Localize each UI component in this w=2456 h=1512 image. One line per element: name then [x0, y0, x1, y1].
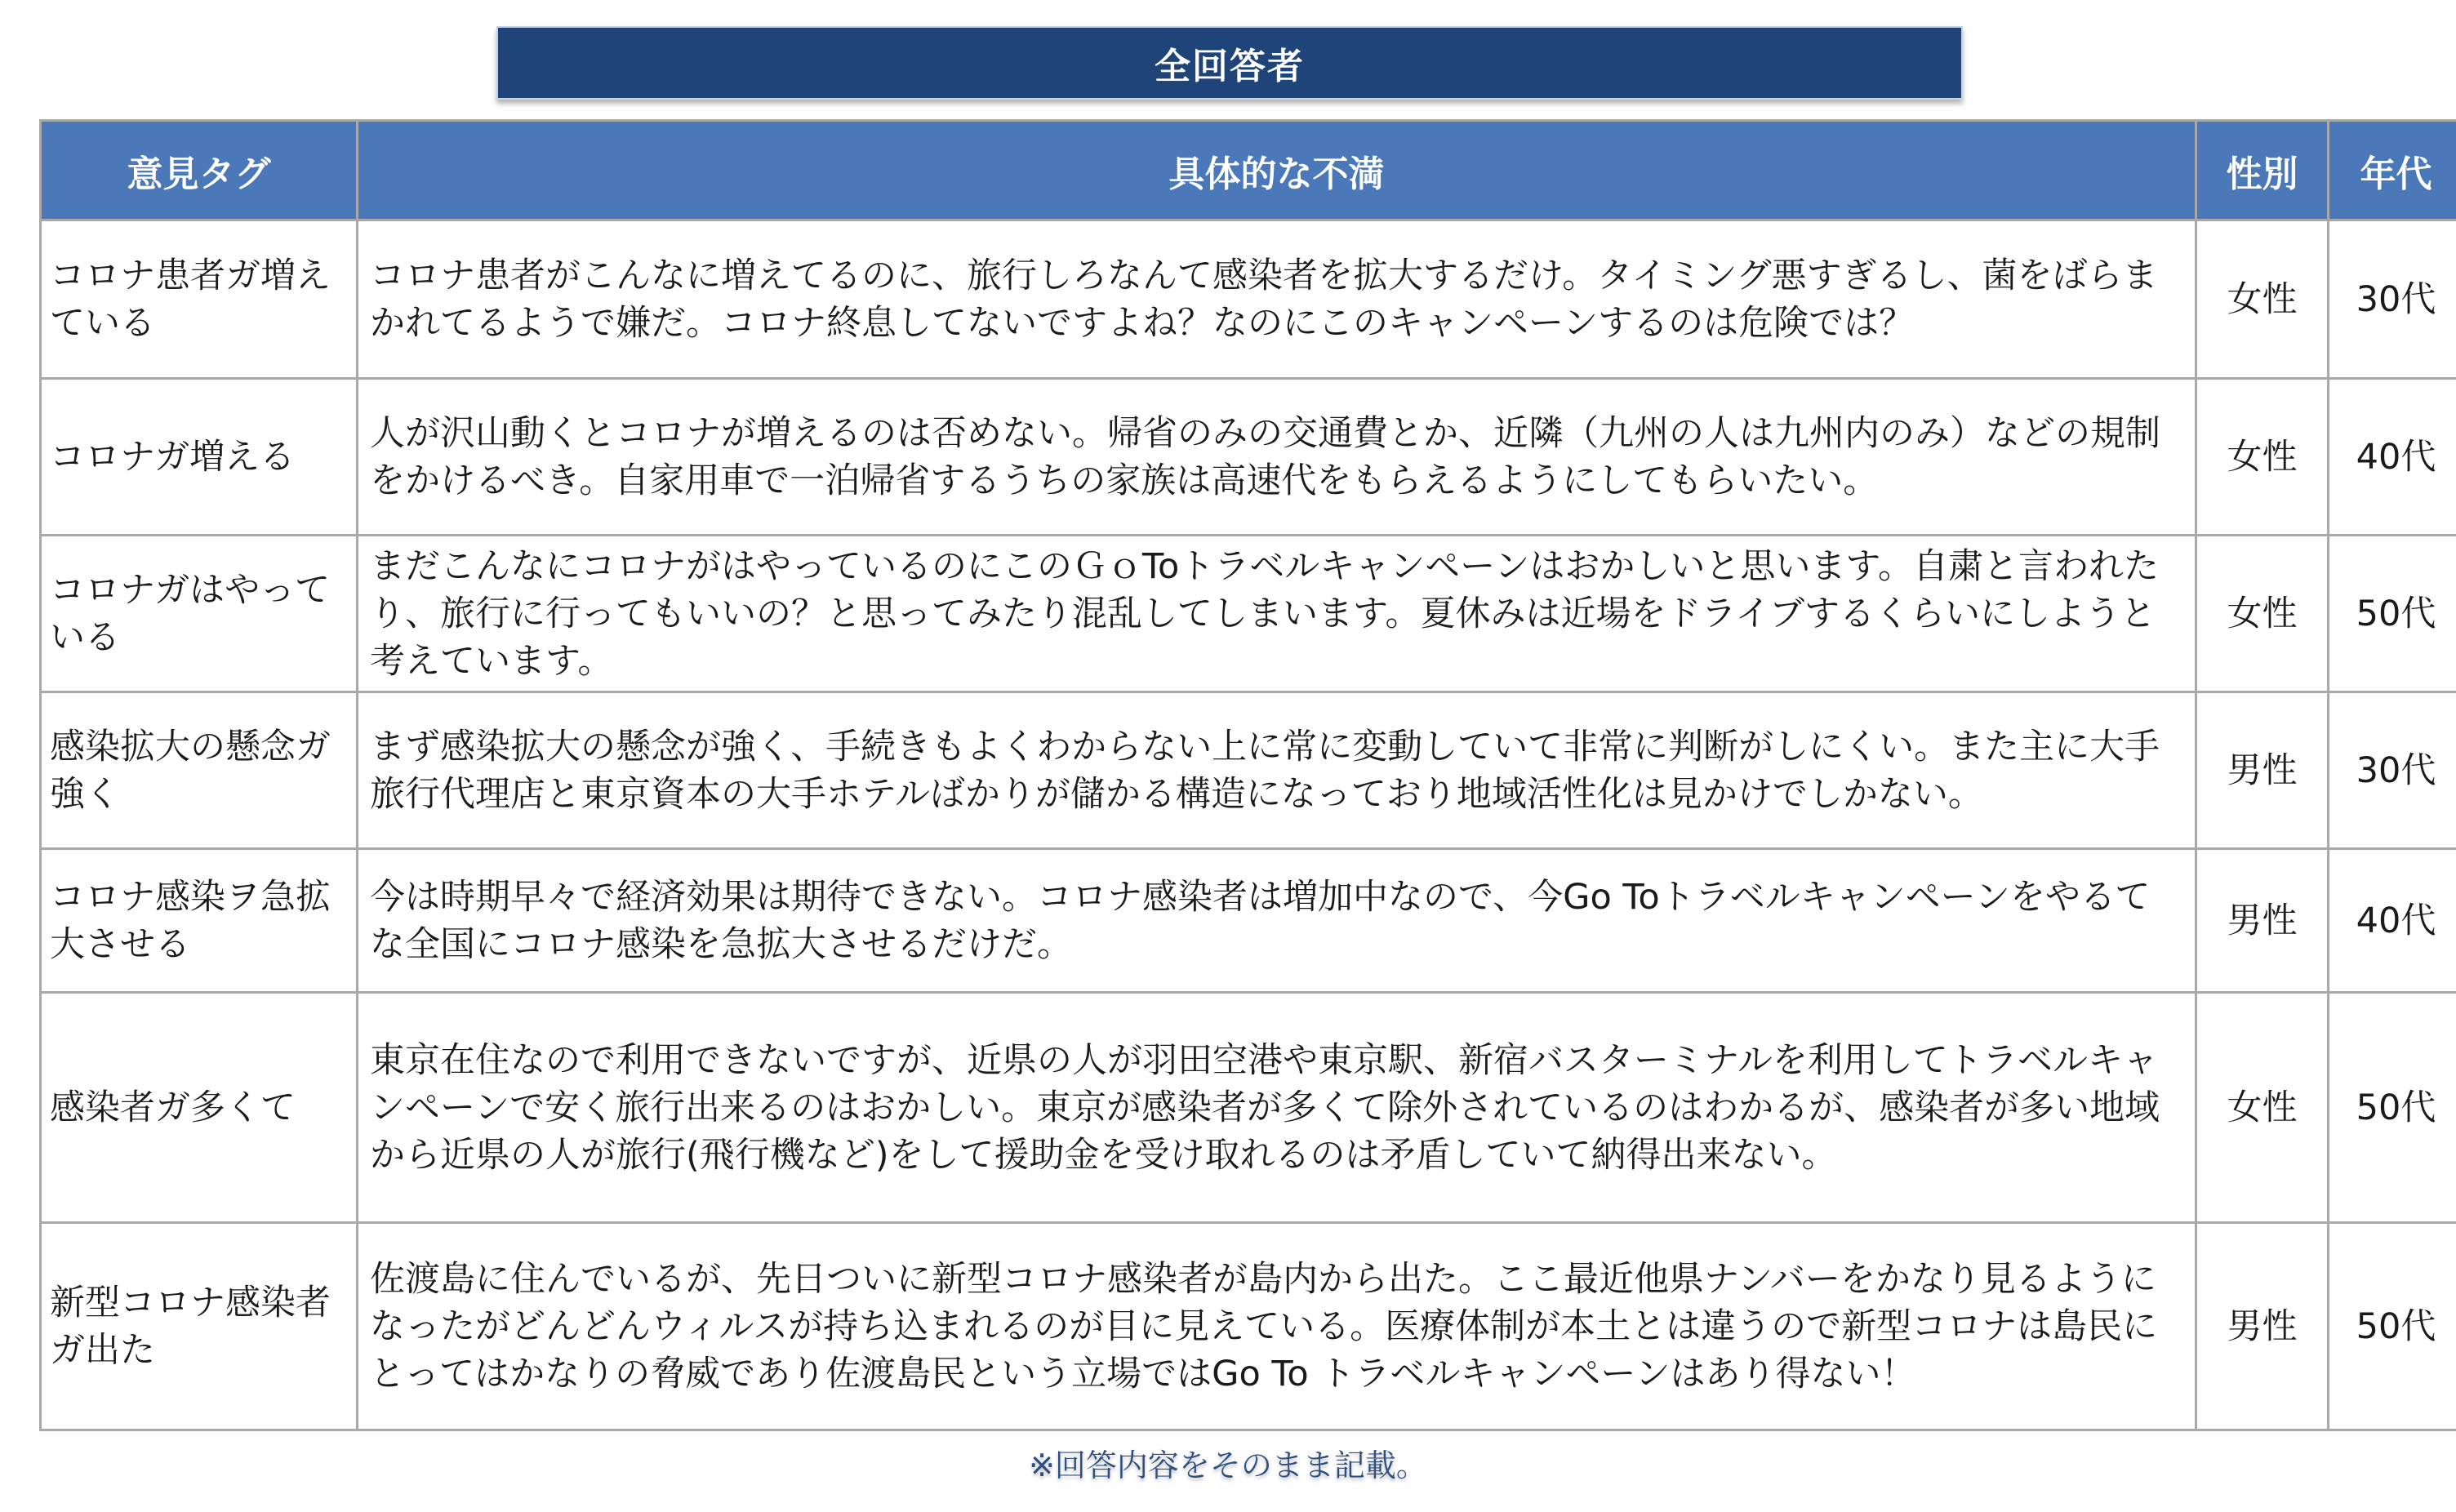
age-cell: 30代 [2329, 220, 2456, 379]
gender-cell: 男性 [2196, 849, 2329, 993]
age-cell: 50代 [2329, 993, 2456, 1223]
age-cell: 50代 [2329, 1223, 2456, 1430]
opinion-tag-cell: 感染者ガ多くて [41, 993, 358, 1223]
table-row [41, 379, 2456, 536]
header-age: 年代 [2329, 121, 2456, 220]
age-cell: 40代 [2329, 849, 2456, 993]
opinion-tag-cell: コロナガはやっている [41, 536, 358, 692]
gender-cell: 女性 [2196, 220, 2329, 379]
opinion-tag-cell: 新型コロナ感染者ガ出た [41, 1223, 358, 1430]
gender-cell: 女性 [2196, 993, 2329, 1223]
complaint-cell: 佐渡島に住んでいるが、先日ついに新型コロナ感染者が島内から出た。ここ最近他県ナンバーをかなり見るようになったがどんどんウィルスが持ち込まれるのが目に見えている。医療体制が本土とは違うので新型コロナは島民にとってはかなりの脅威であり佐渡島民という立場ではGo To トラベルキャンペーンはあり得ない！ [358, 1223, 2196, 1430]
gender-cell: 男性 [2196, 1223, 2329, 1430]
opinion-tag-cell: コロナ患者ガ増えている [41, 220, 358, 379]
table-row [41, 536, 2456, 692]
table-row [41, 692, 2456, 849]
gender-cell: 女性 [2196, 379, 2329, 536]
opinion-tag-cell: コロナ感染ヲ急拡大させる [41, 849, 358, 993]
opinion-tag-cell: 感染拡大の懸念ガ強く [41, 692, 358, 849]
footnote: ※回答内容をそのまま記載。 [1029, 1448, 1427, 1483]
header-complaint: 具体的な不満 [358, 121, 2196, 220]
header-gender: 性別 [2196, 121, 2329, 220]
opinion-table [39, 119, 2456, 1431]
complaint-cell: コロナ患者がこんなに増えてるのに、旅行しろなんて感染者を拡大するだけ。タイミング悪すぎるし、菌をばらまかれてるようで嫌だ。コロナ終息してないですよね？なのにこのキャンペーンするのは危険では？ [358, 220, 2196, 379]
age-cell: 30代 [2329, 692, 2456, 849]
age-cell: 40代 [2329, 379, 2456, 536]
table-row [41, 1223, 2456, 1430]
gender-cell: 男性 [2196, 692, 2329, 849]
table-row [41, 220, 2456, 379]
complaint-cell: まず感染拡大の懸念が強く、手続きもよくわからない上に常に変動していて非常に判断がしにくい。また主に大手旅行代理店と東京資本の大手ホテルばかりが儲かる構造になっており地域活性化は見かけでしかない。 [358, 692, 2196, 849]
table-row [41, 849, 2456, 993]
complaint-cell: 人が沢山動くとコロナが増えるのは否めない。帰省のみの交通費とか、近隣（九州の人は九州内のみ）などの規制をかけるべき。自家用車で一泊帰省するうちの家族は高速代をもらえるようにしてもらいたい。 [358, 379, 2196, 536]
complaint-cell: 東京在住なので利用できないですが、近県の人が羽田空港や東京駅、新宿バスターミナルを利用してトラベルキャンペーンで安く旅行出来るのはおかしい。東京が感染者が多くて除外されているのはわかるが、感染者が多い地域から近県の人が旅行(飛行機など)をして援助金を受け取れるのは矛盾していて納得出来ない。 [358, 993, 2196, 1223]
age-cell: 50代 [2329, 536, 2456, 692]
opinion-tag-cell: コロナガ増える [41, 379, 358, 536]
gender-cell: 女性 [2196, 536, 2329, 692]
table-title-banner: 全回答者 [496, 26, 1963, 100]
header-row [41, 121, 2456, 220]
complaint-cell: 今は時期早々で経済効果は期待できない。コロナ感染者は増加中なので、今Go Toトラベルキャンペーンをやるてな全国にコロナ感染を急拡大させるだけだ。 [358, 849, 2196, 993]
table-row [41, 993, 2456, 1223]
header-opinion-tag: 意見タグ [41, 121, 358, 220]
complaint-cell: まだこんなにコロナがはやっているのにこのＧｏToトラベルキャンペーンはおかしいと思います。自粛と言われたり、旅行に行ってもいいの？と思ってみたり混乱してしまいます。夏休みは近場をドライブするくらいにしようと考えています。 [358, 536, 2196, 692]
